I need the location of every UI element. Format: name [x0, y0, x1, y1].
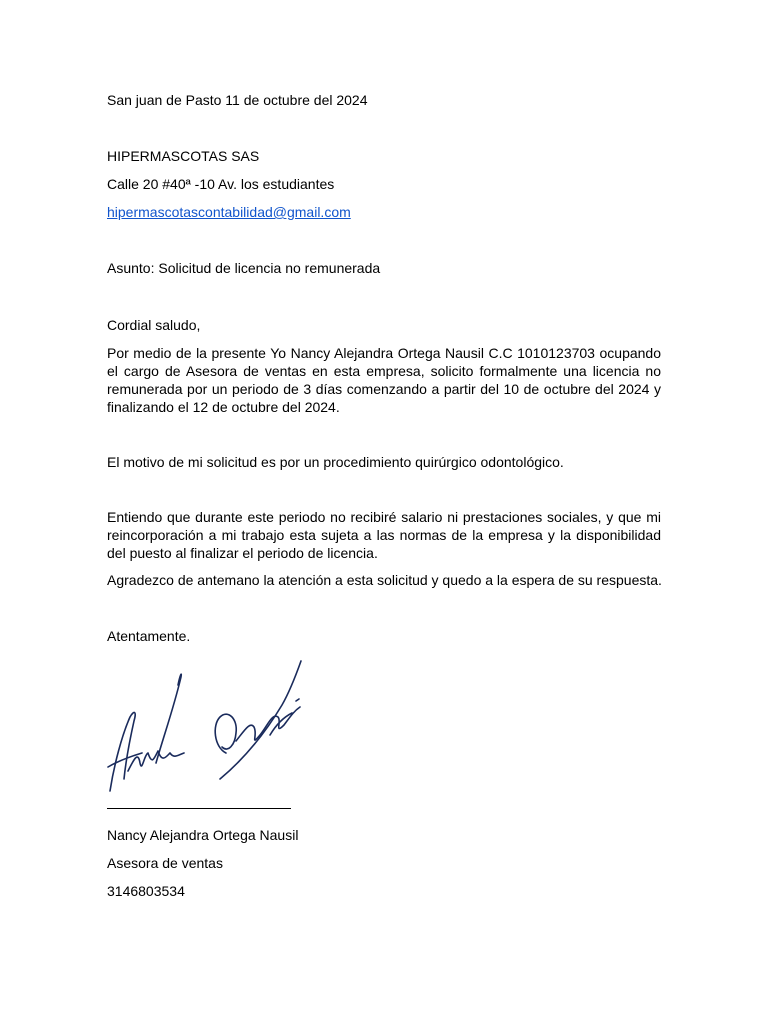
- handwritten-signature: [104, 655, 309, 795]
- recipient-email-link[interactable]: hipermascotascontabilidad@gmail.com: [107, 204, 351, 220]
- signer-position: Asesora de ventas: [107, 855, 223, 871]
- signature-stroke: [110, 712, 135, 791]
- signature-stroke: [156, 674, 181, 763]
- greeting: Cordial saludo,: [107, 317, 201, 333]
- signer-name: Nancy Alejandra Ortega Nausil: [107, 827, 299, 843]
- body-paragraph-4: Agradezco de antemano la atención a esta solicitud y quedo a la espera de su respuesta.: [107, 572, 662, 588]
- recipient-company: HIPERMASCOTAS SAS: [107, 148, 260, 164]
- body-paragraph-3: Entiendo que durante este periodo no recibiré salario ni prestaciones sociales, y que mi reincorporación a mi trabajo esta sujeta a las normas de la empresa y la disponibilidad del puesto al finalizar el periodo de licencia.: [107, 509, 661, 561]
- closing: Atentamente.: [107, 628, 191, 644]
- signature-stroke: [296, 699, 299, 701]
- signature-stroke: [220, 661, 301, 779]
- signer-phone: 3146803534: [107, 883, 185, 899]
- body-paragraph-2: El motivo de mi solicitud es por un procedimiento quirúrgico odontológico.: [107, 454, 564, 470]
- signature-line: [107, 808, 291, 809]
- signature-stroke: [215, 714, 236, 753]
- subject-line: Asunto: Solicitud de licencia no remunerada: [107, 260, 381, 276]
- body-paragraph-1: Por medio de la presente Yo Nancy Alejandra Ortega Nausil C.C 1010123703 ocupando el cargo de Asesora de ventas en esta empresa, solicito formalmente una licencia no remunerada por un periodo de 3 días comenzando a partir del 10 de octubre del 2024 y finalizando el 12 de octubre del 2024.: [107, 345, 661, 415]
- signature-stroke: [236, 707, 300, 741]
- place-date: San juan de Pasto 11 de octubre del 2024: [107, 92, 368, 108]
- recipient-address: Calle 20 #40ª -10 Av. los estudiantes: [107, 176, 335, 192]
